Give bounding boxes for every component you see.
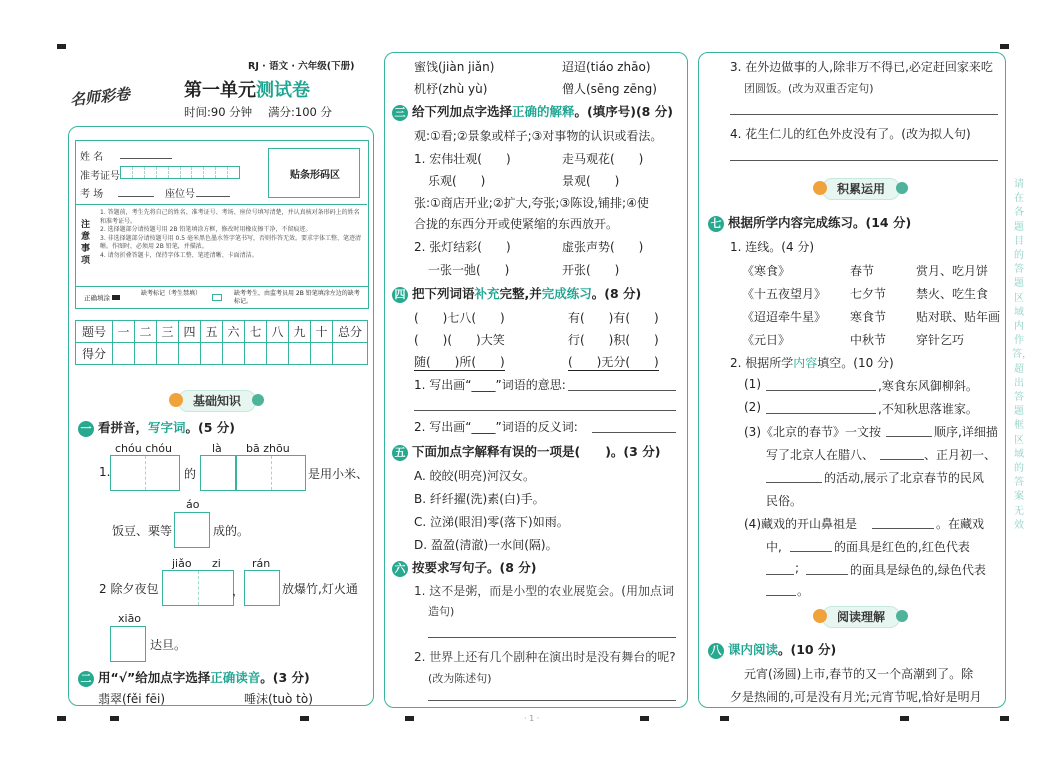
q7-heading [708,213,911,232]
match-festival[interactable]: 寒食节 [850,310,887,324]
q1-line3-comma: ， [232,584,245,598]
q6-sentence1-req: 造句) [428,605,455,618]
q7-sub2-keyword: 内容 [793,356,818,370]
score-row-numbers [76,321,368,343]
q4-keyword: 补充 [474,286,500,301]
q3-keyword: 正确的解释 [512,104,575,119]
notes-divider [75,204,367,205]
q2-number: 二 [78,671,94,687]
registration-mark [1000,44,1009,49]
score-col: 八 [267,321,289,343]
fill-3-b: 顺序,详细描 [934,425,998,439]
fill-4-c: 中, [766,540,782,554]
fill-3-d: 、正月初一、 [924,448,997,462]
q6-answer-line[interactable] [428,700,676,701]
q5-option-a[interactable]: A. 皎皎(明亮)河汉女。 [414,469,535,483]
fill-4-g: 。 [797,584,810,598]
pinyin-xiao: xiāo [118,612,142,625]
q6-answer-line[interactable] [428,637,676,638]
registration-mark [900,716,909,721]
q2-text: 用“√”给加点字选择 [98,670,211,685]
write-grid-xiao[interactable] [110,626,146,662]
logo: 名师彩卷 [69,84,131,110]
q1-line1-de: 的 [184,467,197,481]
pinyin-jiao: jiǎo [172,557,192,570]
registration-mark [300,716,309,721]
q2-heading [78,668,310,687]
q7-number: 七 [708,216,724,232]
fill-3-e: 的活动,展示了北京春节的民风 [824,471,984,485]
write-grid-ao[interactable] [174,512,210,548]
section-banner-basic: 基础知识 [178,390,256,412]
fill-3-f: 民俗。 [766,494,803,508]
note-item: 1. 答题前，考生先将自己的姓名、准考证号、考场、座位号填写清楚，并认真核对条形码上的姓名和准考证号。 [100,209,360,225]
section-banner-reading: 阅读理解 [822,606,900,628]
registration-mark [640,716,649,721]
registration-mark [110,716,119,721]
fill-blank[interactable] [766,413,876,414]
pinyin-bazhou: bā zhōu [246,442,290,455]
reading-passage-line: 夕是热闹的,可是没有月光;元宵节呢,恰好是明月 [730,690,982,704]
q3-points: 。(填序号)(8 分) [574,104,673,119]
q2-keyword: 正确读音 [210,670,261,685]
q1-line1-end: 是用小米、 [308,467,369,481]
score-col: 四 [179,321,201,343]
score-col: 七 [245,321,267,343]
q1-heading [78,418,235,437]
note-item: 2. 选择题部分请按题号用 2B 铅笔填涂方框，修改时用橡皮擦干净，不留痕迹。 [100,226,312,234]
q3-zhang-defs-cont: 合拢的东西分开或使紧缩的东西放开。 [414,217,619,231]
match-festival[interactable]: 中秋节 [850,333,887,347]
score-row2-label: 得分 [76,343,113,365]
match-festival[interactable]: 春节 [850,264,875,278]
match-festival[interactable]: 七夕节 [850,287,887,301]
fill-sample-box [112,295,120,300]
q7-sub2-text: 2. 根据所学 [730,356,794,370]
fill-blank[interactable] [790,551,832,552]
pinyin-la: là [212,442,222,455]
q7-sub2 [730,354,894,371]
q4-idiom[interactable]: ( )七八( ) [414,311,505,325]
q5-number: 五 [392,445,408,461]
fill-blank[interactable] [766,482,822,483]
q8-heading [708,640,836,659]
q3-item[interactable]: 一张一弛( ) [428,263,510,277]
score-cell-total[interactable] [333,343,368,365]
q3-number: 三 [392,105,408,121]
q6-heading [392,558,536,577]
match-poem[interactable]: 《十五夜望月》 [742,287,827,301]
fill-blank[interactable] [766,574,794,575]
fill-2-end: ,不知秋思落谁家。 [878,402,978,416]
q2-word-jizhu[interactable]: 机杼(zhù yù) [414,82,488,96]
q6-sentence3: 3. 在外边做事的人,除非万不得已,必定赶回家来吃 [730,60,993,74]
q4-idiom[interactable]: 有( )有( ) [568,311,659,325]
q6-sentence4: 4. 花生仁儿的红色外皮没有了。(改为拟人句) [730,127,971,141]
q4-answer-line[interactable] [568,390,676,391]
write-grid-bazhou[interactable] [236,455,306,491]
q1-line2-end: 成的。 [213,524,250,538]
name-label: 姓 名 [80,152,104,163]
q4-idiom[interactable]: ( )( )大笑 [414,333,505,347]
reading-passage-line: 元宵(汤圆)上市,春节的又一个高潮到了。除 [744,667,974,681]
score-col: 五 [201,321,223,343]
fill-3-c: 写了北京人在腊八、 [766,448,875,462]
side-answer-note: 请在各题目的答题区域内作答，超出答题框区域的答案无效 [1012,179,1032,531]
note-item: 3. 非选择题部分请按题号用 0.5 毫米黑色墨水签字笔书写，否则作答无效。要求字体工整、笔迹清晰。作图时，必须用 2B 铅笔，并描浓。 [100,234,361,251]
q8-number: 八 [708,643,724,659]
fill-3-a: (3)《北京的春节》一文按 [744,425,881,439]
fill-4-b: 。在藏戏 [936,517,985,531]
title-accent: 测试卷 [256,80,310,101]
score-col: 二 [135,321,157,343]
write-grid-ran[interactable] [244,570,280,606]
seat-label: 座位号 [165,189,195,200]
fill-1-label: (1) [744,377,761,391]
q2-word-sengren[interactable]: 僧人(sēng zēng) [562,82,657,96]
q7-sub1: 1. 连线。(4 分) [730,240,815,254]
q4-idiom[interactable]: 行( )积( ) [568,333,659,347]
score-cell[interactable] [245,343,267,365]
score-col: 九 [289,321,311,343]
fill-blank[interactable] [886,436,932,437]
fill-blank[interactable] [880,459,924,460]
absent-mark-box[interactable] [212,294,222,301]
q2-word-feicui[interactable]: 翡翠(fěi fēi) [98,692,166,706]
score-total-label: 总分 [333,321,368,343]
q2-word-tuomo[interactable]: 唾沫(tuò tò) [244,692,313,706]
score-col: 十 [311,321,333,343]
q4-sub2: 2. 写出画“____”词语的反义词: [414,420,578,434]
q3-heading [392,102,673,121]
registration-mark [57,44,66,49]
q4-text: 把下列词语 [412,286,475,301]
score-col: 一 [113,321,135,343]
fill-sample [84,293,120,302]
q6-answer-line[interactable] [730,160,998,161]
q4-idiom-underlined[interactable]: 随( )所( ) [414,355,505,369]
q4-number: 四 [392,287,408,303]
fill-4-a: (4)藏戏的开山鼻祖是 [744,517,857,531]
match-custom[interactable]: 穿针乞巧 [916,333,965,347]
score-cell[interactable] [289,343,311,365]
q3-item[interactable]: 开张( ) [562,263,620,277]
fill-sample-label: 正确填涂 [84,294,110,302]
match-custom[interactable]: 贴对联、贴年画 [916,310,1001,324]
q3-zhang-defs: 张:①商店开业;②扩大,夸张;③陈设,铺排;④使 [414,196,649,210]
score-col: 三 [157,321,179,343]
q6-sentence2: 2. 世界上还有几个剧种在演出时是没有舞台的呢? [414,650,676,664]
write-grid-chouchou[interactable] [110,455,180,491]
fill-blank[interactable] [766,390,876,391]
q4-answer-line[interactable] [592,432,676,433]
q3-item[interactable]: 景观( ) [562,174,620,188]
q2-word-mijian[interactable]: 蜜饯(jiàn jiǎn) [414,60,495,74]
registration-mark [57,716,66,721]
q6-answer-line[interactable] [730,114,998,115]
q3-text: 给下列加点字选择 [412,104,513,119]
write-grid-jiaozi[interactable] [162,570,234,606]
q2-word-tiaotiao[interactable]: 迢迢(tiáo zhāo) [562,60,651,74]
q4-keyword-2: 完成练习 [541,286,592,301]
fill-4-e: ; [795,561,800,575]
q1-line3-end: 放爆竹,灯火通 [282,582,358,596]
fill-2-label: (2) [744,400,761,414]
ticket-grid[interactable] [120,166,240,179]
q1-line1-num: 1. [99,465,111,479]
exam-score: 满分:100 分 [268,105,332,119]
absent-mark-label: 缺考标记（考生禁填） [140,290,201,297]
score-cell[interactable] [311,343,333,365]
barcode-label: 贴条形码区 [290,170,340,181]
q1-line2-pre: 饭豆、栗等 [112,524,173,538]
q4-sub1: 1. 写出画“____”词语的意思: [414,378,566,392]
fill-4-d: 的面具是红色的,红色代表 [834,540,970,554]
write-grid-la[interactable] [200,455,236,491]
fill-4-f: 的面具是绿色的,绿色代表 [850,563,986,577]
q1-number: 一 [78,421,94,437]
exam-time: 时间:90 分钟 [184,105,253,119]
q4-points: 。(8 分) [591,286,642,301]
score-cell[interactable] [179,343,201,365]
fill-1-end: ,寒食东风御柳斜。 [878,379,978,393]
pinyin-chouchou: chóu chóu [115,442,172,455]
registration-mark [405,716,414,721]
notes-label: 注意事项 [81,220,91,266]
score-cell[interactable] [223,343,245,365]
score-cell[interactable] [113,343,135,365]
q3-item[interactable]: 乐观( ) [428,174,486,188]
q6-text: 按要求写句子。(8 分) [412,560,537,575]
score-cell[interactable] [201,343,223,365]
score-cell[interactable] [135,343,157,365]
page-number: · 1 · [524,714,540,723]
q1-line4-end: 达旦。 [150,638,187,652]
q6-number: 六 [392,561,408,577]
q7-sub2-points: 填空。(10 分) [817,356,894,370]
q3-guan-defs: 观:①看;②景象或样子;③对事物的认识或看法。 [414,129,663,143]
q1-text: 看拼音， [98,420,149,435]
series-label: RJ · 语文 · 六年级(下册) [248,61,355,72]
score-cell[interactable] [267,343,289,365]
score-col: 六 [223,321,245,343]
registration-mark [720,716,729,721]
match-poem[interactable]: 《寒食》 [742,264,791,278]
q5-text: 下面加点字解释有误的一项是( )。(3 分) [412,444,661,459]
q4-answer-line[interactable] [414,410,676,411]
room-label: 考 场 [80,189,104,200]
q2-points: 。(3 分) [260,670,310,685]
note-item: 4. 请勿折叠答题卡，保持字体工整、笔迹清晰、卡面清洁。 [100,251,258,259]
ticket-label: 准考证号 [80,171,120,182]
fill-blank[interactable] [766,595,796,596]
section-banner-accumulate: 积累运用 [822,178,900,200]
q3-item[interactable]: 走马观花( ) [562,152,644,166]
q7-text: 根据所学内容完成练习。(14 分) [728,215,912,230]
match-custom[interactable]: 赏月、吃月饼 [916,264,989,278]
fill-blank[interactable] [806,574,848,575]
fill-blank[interactable] [872,528,934,529]
q8-keyword: 课内阅读 [728,642,779,657]
registration-mark [1000,716,1009,721]
q3-item[interactable]: 1. 宏伟壮观( ) [414,152,511,166]
match-poem[interactable]: 《迢迢牵牛星》 [742,310,827,324]
absent-note: 缺考考生，由监考员用 2B 铅笔填涂左边的缺考标记。 [234,290,360,305]
match-poem[interactable]: 《元日》 [742,333,791,347]
seat-field[interactable] [196,196,230,197]
q3-item[interactable]: 虚张声势( ) [562,240,644,254]
notes-list [100,209,362,261]
q1-line3-pre: 2 除夕夜包 [99,582,159,596]
score-cell[interactable] [157,343,179,365]
q8-points: 。(10 分) [778,642,837,657]
q5-heading [392,442,660,461]
score-row1-label: 题号 [76,321,113,343]
pinyin-zi: zi [212,557,221,570]
name-field[interactable] [120,158,172,159]
page-title [184,76,310,102]
q6-sentence3-req: 团圆饭。(改为双重否定句) [744,82,874,95]
q5-option-c[interactable]: C. 泣涕(眼泪)零(落下)如雨。 [414,515,569,529]
score-table [75,320,368,365]
q5-option-d[interactable]: D. 盈盈(清澈)一水间(隔)。 [414,538,558,552]
q4-text-mid: 完整,并 [499,286,542,301]
q1-points: 。(5 分) [185,420,236,435]
q4-heading [392,284,641,303]
q6-sentence1: 1. 这不是粥，而是小型的农业展览会。(用加点词 [414,584,674,598]
pinyin-ran: rán [252,557,271,570]
score-row-points [76,343,368,365]
q3-item[interactable]: 2. 张灯结彩( ) [414,240,511,254]
pinyin-ao: áo [186,498,200,511]
q5-option-b[interactable]: B. 纤纤擢(洗)素(白)手。 [414,492,545,506]
q4-idiom-underlined[interactable]: ( )无分( ) [568,355,659,369]
title-main: 第一单元 [184,80,256,101]
match-custom[interactable]: 禁火、吃生食 [916,287,989,301]
q6-sentence2-req: (改为陈述句) [428,672,492,685]
room-field[interactable] [118,196,154,197]
q1-keyword: 写字词 [148,420,186,435]
